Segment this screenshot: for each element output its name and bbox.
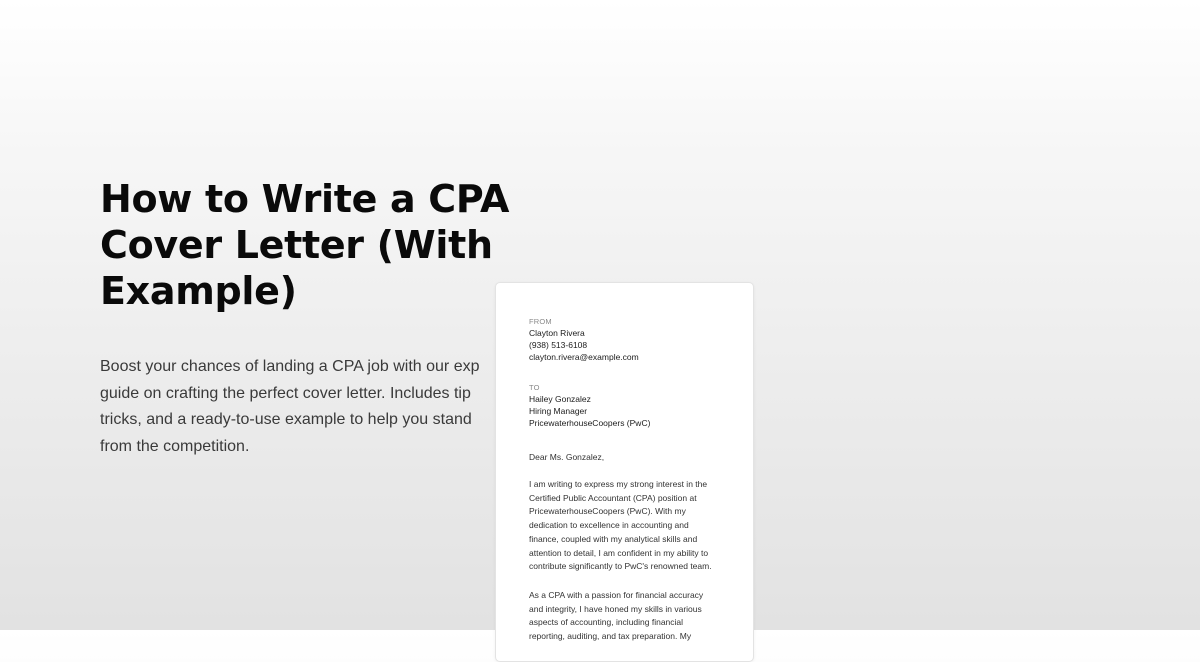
hero-section [100, 176, 520, 460]
description-line: from the competition. [100, 437, 250, 455]
letter-paragraph [529, 589, 729, 644]
paragraph-line: aspects of accounting, including financial [529, 617, 684, 628]
paragraph-line: I am writing to express my strong interest in the [529, 479, 708, 489]
from-label: FROM [529, 317, 552, 326]
page-description [100, 354, 520, 460]
paragraph-line: attention to detail, I am confident in my ability to [529, 547, 709, 558]
recipient-block [529, 382, 729, 429]
paragraph-line: contribute significantly to PwC's renowned team. [529, 561, 712, 572]
letter-salutation: Dear Ms. Gonzalez, [529, 452, 605, 462]
sender-name: Clayton Rivera [529, 328, 585, 338]
paragraph-line: PricewaterhouseCoopers (PwC). With my [529, 506, 686, 517]
sender-phone: (938) 513-6108 [529, 340, 588, 350]
cover-letter-preview [495, 282, 754, 662]
recipient-title: Hiring Manager [529, 406, 588, 416]
sender-email: clayton.rivera@example.com [529, 352, 639, 362]
paragraph-line: dedication to excellence in accounting and [529, 520, 689, 531]
sender-block [529, 316, 729, 363]
description-line: tricks, and a ready-to-use example to help you stand [100, 411, 472, 428]
paragraph-line: Certified Public Accountant (CPA) position at [529, 492, 697, 503]
letter-paragraph [529, 478, 729, 574]
title-line: Cover Letter (With [100, 223, 493, 267]
description-line: guide on crafting the perfect cover letter. Includes tip [100, 384, 471, 402]
paragraph-line: reporting, auditing, and tax preparation. My [529, 631, 692, 642]
paragraph-line: finance, coupled with my analytical skills and [529, 533, 698, 544]
description-line: Boost your chances of landing a CPA job with our exp [100, 358, 480, 375]
recipient-name: Hailey Gonzalez [529, 394, 591, 404]
recipient-company: PricewaterhouseCoopers (PwC) [529, 418, 651, 428]
title-line: Example) [100, 269, 297, 313]
to-label: TO [529, 383, 540, 392]
title-line: How to Write a CPA [100, 177, 510, 221]
paragraph-line: As a CPA with a passion for financial accuracy [529, 589, 704, 600]
paragraph-line: and integrity, I have honed my skills in various [529, 603, 702, 614]
page-title [100, 176, 520, 314]
